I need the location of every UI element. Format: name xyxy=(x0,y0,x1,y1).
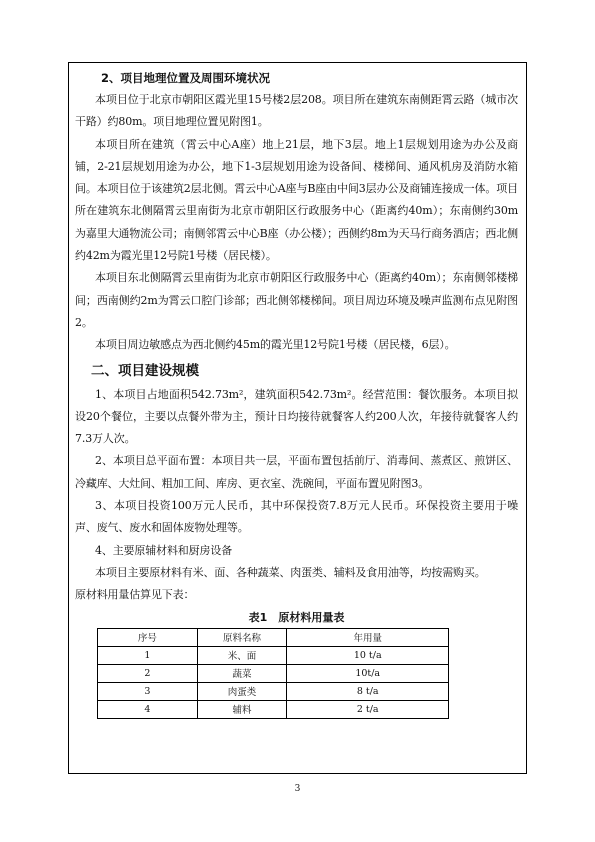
cell-index: 2 xyxy=(98,664,198,682)
cell-index: 1 xyxy=(98,646,198,664)
document-body xyxy=(75,67,518,719)
table-row xyxy=(98,664,449,682)
header-annual-usage: 年用量 xyxy=(287,628,449,646)
paragraph: 本项目所在建筑（霄云中心A座）地上21层，地下3层。地上1层规划用途为办公及商铺，2-21层规划用途为办公，地下1-3层规划用途为设备间、楼梯间、通风机房及消防水箱间。本项目位于该建筑2层北侧。霄云中心A座与B座由中间3层办公及商铺连接成一体。项目所在建筑东北侧隔霄云里南街为北京市朝阳区行政服务中心（距离约40m）；东南侧约30m为嘉里大通物流公司；南侧邻霄云中心B座（办公楼）；西侧约8m为天马行商务酒店；西北侧约42m为霞光里12号院1号楼（居民楼）。 xyxy=(75,137,518,263)
cell-index: 4 xyxy=(98,700,198,718)
table-row xyxy=(98,646,449,664)
chapter-title: 二、项目建设规模 xyxy=(91,362,199,379)
header-material: 原料名称 xyxy=(197,628,287,646)
paragraph: 1、本项目占地面积542.73m²，建筑面积542.73m²。经营范围：餐饮服务。本项目拟设20个餐位，主要以点餐外带为主，预计日均接待就餐客人约200人次，年接待就餐客人约7.3万人次。 xyxy=(75,387,518,446)
section-title: 2、项目地理位置及周围环境状况 xyxy=(101,71,270,85)
table-row xyxy=(98,700,449,718)
paragraph: 本项目位于北京市朝阳区霞光里15号楼2层208。项目所在建筑东南侧距霄云路（城市次干路）约80m。项目地理位置见附图1。 xyxy=(75,93,518,129)
cell-material: 蔬菜 xyxy=(197,664,287,682)
cell-material: 辅料 xyxy=(197,700,287,718)
cell-material: 米、面 xyxy=(197,646,287,664)
cell-usage: 10 t/a xyxy=(287,646,449,664)
table-caption: 表1 原材料用量表 xyxy=(248,610,345,624)
table-row xyxy=(98,682,449,700)
table-header-row xyxy=(98,628,449,646)
cell-usage: 2 t/a xyxy=(287,700,449,718)
content-frame xyxy=(68,62,527,774)
paragraph: 本项目周边敏感点为西北侧约45m的霞光里12号院1号楼（居民楼，6层）。 xyxy=(95,338,456,352)
paragraph: 原材料用量估算见下表： xyxy=(75,588,195,602)
paragraph: 4、主要原辅材料和厨房设备 xyxy=(95,543,233,557)
materials-table xyxy=(97,628,449,719)
paragraph: 2、本项目总平面布置：本项目共一层，平面布置包括前厅、消毒间、蒸煮区、煎饼区、冷藏库、大灶间、粗加工间、库房、更衣室、洗碗间，平面布置见附图3。 xyxy=(75,454,518,490)
cell-material: 肉蛋类 xyxy=(197,682,287,700)
cell-usage: 8 t/a xyxy=(287,682,449,700)
paragraph: 本项目东北侧隔霄云里南街为北京市朝阳区行政服务中心（距离约40m）；东南侧邻楼梯间；西南侧约2m为霄云口腔门诊部；西北侧邻楼梯间。项目周边环境及噪声监测布点见附图2。 xyxy=(75,271,518,329)
cell-index: 3 xyxy=(98,682,198,700)
page-number: 3 xyxy=(294,784,301,794)
paragraph: 本项目主要原材料有米、面、各种蔬菜、肉蛋类、辅料及食用油等，均按需购买。 xyxy=(95,565,486,579)
paragraph: 3、本项目投资100万元人民币，其中环保投资7.8万元人民币。环保投资主要用于噪声、废气、废水和固体废物处理等。 xyxy=(75,499,518,535)
header-index: 序号 xyxy=(98,628,198,646)
cell-usage: 10t/a xyxy=(287,664,449,682)
